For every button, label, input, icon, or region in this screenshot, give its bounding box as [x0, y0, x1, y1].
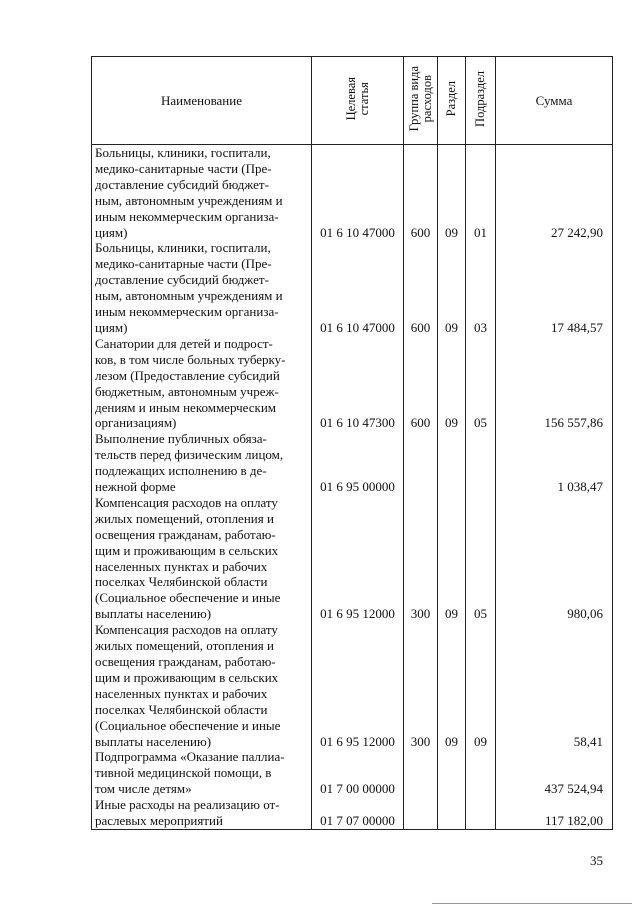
row-name-line: доставление субсидий бюджет-	[95, 272, 269, 288]
row-name-line: иным некоммерческим организа-	[95, 304, 279, 320]
table-row	[92, 749, 613, 797]
header-target-article-label: Целевая статья	[343, 76, 371, 121]
row-name-line: ным, автономным учреждениям и	[95, 288, 283, 304]
row-name-line: Подпрограмма «Оказание паллиа-	[95, 749, 285, 765]
row-section: 09	[438, 240, 466, 335]
table-body	[92, 145, 613, 830]
row-expense-group	[404, 749, 438, 797]
header-sum: Сумма	[496, 57, 613, 145]
row-name-line: иным некоммерческим организа-	[95, 208, 279, 224]
row-subsection: 03	[466, 240, 496, 335]
row-target-article: 01 6 10 47000	[312, 240, 404, 335]
row-name-line: жилых помещений, отопления и	[95, 510, 274, 526]
row-name-line: Иные расходы на реализацию от-	[95, 797, 280, 813]
row-target-article: 01 6 95 12000	[312, 495, 404, 622]
budget-table	[91, 56, 613, 830]
row-name-line: раслевых мероприятий	[95, 813, 223, 829]
row-name	[92, 431, 312, 495]
header-expense-group	[404, 57, 438, 145]
row-expense-group: 600	[404, 240, 438, 335]
table-header-row	[92, 57, 613, 145]
row-expense-group: 600	[404, 336, 438, 431]
header-subsection	[466, 57, 496, 145]
row-name	[92, 495, 312, 622]
row-name-line: поселках Челябинской области	[95, 701, 268, 717]
row-target-article: 01 6 10 47000	[312, 145, 404, 241]
row-name-line: населенных пунктах и рабочих	[95, 558, 268, 574]
header-section-label: Раздел	[444, 80, 458, 117]
header-section	[438, 57, 466, 145]
row-sum: 1 038,47	[496, 431, 613, 495]
row-name-line: подлежащих исполнению в де-	[95, 463, 267, 479]
row-name-line: медико-санитарные части (Пре-	[95, 160, 272, 176]
footer-rule	[432, 903, 632, 904]
row-name-line: доставление субсидий бюджет-	[95, 176, 269, 192]
row-name-line: Компенсация расходов на оплату	[95, 622, 278, 638]
row-name-line: бюджетным, автономным учреж-	[95, 383, 279, 399]
page-number: 35	[590, 853, 603, 868]
row-target-article: 01 7 07 00000	[312, 797, 404, 829]
row-name-line: жилых помещений, отопления и	[95, 638, 274, 654]
row-name-line: выплаты населению)	[95, 606, 212, 622]
row-expense-group	[404, 431, 438, 495]
table-row	[92, 240, 613, 335]
row-expense-group	[404, 797, 438, 829]
row-name-line: щим и проживающим в сельских	[95, 669, 279, 685]
row-name	[92, 797, 312, 829]
table-row	[92, 336, 613, 431]
row-name-line: Санатории для детей и подрост-	[95, 335, 273, 351]
table-row	[92, 431, 613, 495]
row-sum: 117 182,00	[496, 797, 613, 829]
row-subsection	[466, 749, 496, 797]
row-name-line: населенных пунктах и рабочих	[95, 685, 268, 701]
row-name-line: (Социальное обеспечение и иные	[95, 590, 281, 606]
row-expense-group: 600	[404, 145, 438, 241]
row-section	[438, 431, 466, 495]
row-name-line: Больницы, клиники, госпитали,	[95, 240, 271, 256]
table-row	[92, 145, 613, 241]
row-sum: 980,06	[496, 495, 613, 622]
row-name-line: тельств перед физическим лицом,	[95, 447, 284, 463]
row-sum: 27 242,90	[496, 145, 613, 241]
row-name-line: дениям и иным некоммерческим	[95, 399, 277, 415]
row-section: 09	[438, 495, 466, 622]
row-expense-group: 300	[404, 622, 438, 749]
row-name-line: выплаты населению)	[95, 733, 212, 749]
row-name	[92, 240, 312, 335]
row-target-article: 01 6 95 00000	[312, 431, 404, 495]
table-row	[92, 622, 613, 749]
row-sum: 17 484,57	[496, 240, 613, 335]
row-target-article: 01 6 10 47300	[312, 336, 404, 431]
row-expense-group: 300	[404, 495, 438, 622]
row-subsection: 01	[466, 145, 496, 241]
row-name-line: циям)	[95, 319, 128, 335]
row-name-line: (Социальное обеспечение и иные	[95, 717, 281, 733]
row-target-article: 01 7 00 00000	[312, 749, 404, 797]
row-name	[92, 336, 312, 431]
row-name-line: нежной форме	[95, 479, 176, 495]
header-expense-group-label: Группа вида расходов	[406, 65, 434, 132]
header-name: Наименование	[92, 57, 312, 145]
row-sum: 58,41	[496, 622, 613, 749]
header-target-article	[312, 57, 404, 145]
row-section	[438, 749, 466, 797]
row-name-line: тивной медицинской помощи, в	[95, 765, 272, 781]
row-name	[92, 145, 312, 241]
row-section: 09	[438, 145, 466, 241]
row-name-line: организациям)	[95, 415, 177, 431]
row-name-line: Выполнение публичных обяза-	[95, 431, 267, 447]
row-name	[92, 622, 312, 749]
row-name-line: поселках Челябинской области	[95, 574, 268, 590]
row-sum: 437 524,94	[496, 749, 613, 797]
row-name-line: освещения гражданам, работаю-	[95, 654, 276, 669]
row-subsection: 05	[466, 495, 496, 622]
row-name-line: освещения гражданам, работаю-	[95, 526, 276, 542]
row-name-line: лезом (Предоставление субсидий	[95, 367, 280, 383]
row-name-line: медико-санитарные части (Пре-	[95, 256, 272, 272]
row-name-line: Компенсация расходов на оплату	[95, 494, 278, 510]
row-name-line: том числе детям»	[95, 781, 192, 797]
row-subsection: 09	[466, 622, 496, 749]
row-subsection	[466, 431, 496, 495]
header-subsection-label: Подраздел	[473, 70, 487, 127]
row-section: 09	[438, 336, 466, 431]
row-name-line: щим и проживающим в сельских	[95, 542, 279, 558]
row-name-line: ков, в том числе больных туберку-	[95, 351, 286, 367]
row-sum: 156 557,86	[496, 336, 613, 431]
row-section	[438, 797, 466, 829]
row-section: 09	[438, 622, 466, 749]
row-name-line: Больницы, клиники, госпитали,	[95, 145, 271, 160]
row-name-line: ным, автономным учреждениям и	[95, 192, 283, 208]
row-name-line: циям)	[95, 224, 128, 240]
table-row	[92, 495, 613, 622]
row-subsection	[466, 797, 496, 829]
row-subsection: 05	[466, 336, 496, 431]
row-target-article: 01 6 95 12000	[312, 622, 404, 749]
table-row	[92, 797, 613, 829]
row-name	[92, 749, 312, 797]
